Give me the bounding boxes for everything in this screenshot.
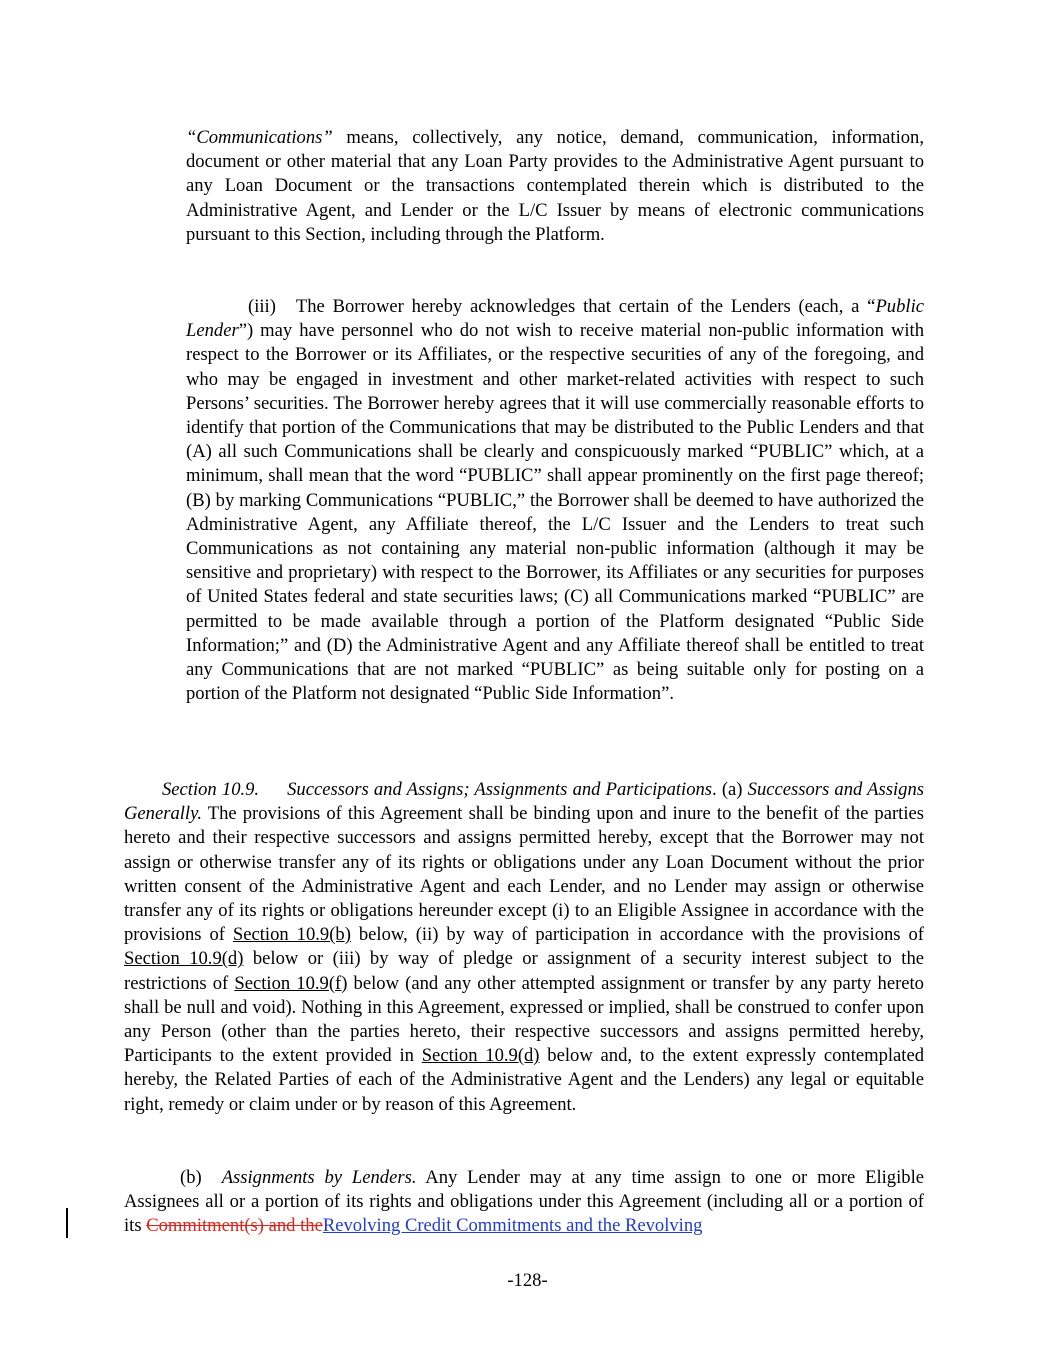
- inserted-text: Revolving Credit Commitments and the Revolving: [322, 1215, 703, 1237]
- body-text: Any Lender may at any time assign to one or more Eligible Assignees all or a portion of its rights and obligations under this Agreement (including all or a portion of its: [124, 1167, 924, 1237]
- clause-text-a: The Borrower hereby acknowledges that certain of the Lenders (each, a “: [295, 296, 876, 317]
- clause-iii-paragraph: [186, 295, 924, 706]
- section-reference: Section 10.9(b): [232, 924, 351, 946]
- section-heading: Successors and Assigns; Assignments and Participations: [287, 779, 713, 800]
- definition-text: means, collectively, any notice, demand, communication, information, document or other material that any Loan Party provides to the Administrative Agent pursuant to any Loan Document or the transactions contemplated therein which is distributed to the Administrative Agent, and Lender or the L/C Issuer by means of electronic communications pursuant to this Section, including through the Platform.: [186, 127, 924, 245]
- subsection-label: (a): [721, 779, 743, 800]
- body-text: below or (iii) by way of pledge or assignment of a security interest subject to the restrictions of: [124, 948, 924, 994]
- paragraph-heading: Assignments by Lenders.: [221, 1167, 417, 1188]
- deleted-text: Commitment(s) and the: [146, 1215, 323, 1237]
- body-text: The provisions of this Agreement shall be binding upon and inure to the benefit of the parties hereto and their respective successors and assigns permitted hereby, except that the Borrower may not assign or otherwise transfer any of its rights or obligations under any Loan Document without the prior written consent of the Administrative Agent and each Lender, and no Lender may assign or otherwise transfer any of its rights or obligations hereunder except (i) to an Eligible Assignee in accordance with the provisions of: [124, 803, 924, 946]
- section-number: Section 10.9.: [162, 779, 260, 800]
- communications-definition: [186, 126, 924, 247]
- subsection-heading: Successors and Assigns Generally.: [124, 779, 924, 825]
- defined-term: Public Lender: [186, 296, 924, 342]
- defined-term: “Communications”: [186, 127, 333, 148]
- body-text: below (and any other attempted assignment or transfer by any party hereto shall be null and void). Nothing in this Agreement, expressed or implied, shall be construed to confer upon any Person (other than the parties hereto, their respective successors and assigns permitted hereby, Participants to the extent provided in: [124, 972, 924, 1067]
- section-reference: Section 10.9(d): [421, 1045, 540, 1067]
- clause-text-b: ”) may have personnel who do not wish to receive material non-public information with respect to the Borrower or its Affiliates, or the respective securities of any of the foregoing, and who may be engaged in investment and other market-related activities with respect to such Persons’ securities. The Borrower hereby agrees that it will use commercially reasonable efforts to identify that portion of the Communications that may be distributed to the Public Lenders and that (A) all such Communications shall be clearly and conspicuously marked “PUBLIC” which, at a minimum, shall mean that the word “PUBLIC” shall appear prominently on the first page thereof; (B) by marking Communications “PUBLIC,” the Borrower shall be deemed to have authorized the Administrative Agent, any Affiliate thereof, the L/C Issuer and the Lenders to treat such Communications as not containing any material non-public information (although it may be sensitive and proprietary) with respect to the Borrower, its Affiliates or any securities for purposes of United States federal and state securities laws; (C) all Communications marked “PUBLIC” are permitted to be made available through a portion of the Platform designated “Public Side Information;” and (D) the Administrative Agent and any Affiliate thereof shall be entitled to treat any Communications that are not marked “PUBLIC” as being suitable only for posting on a portion of the Platform not designated “Public Side Information”.: [186, 320, 924, 705]
- body-text: below and, to the extent expressly contemplated hereby, the Related Parties of each of the Administrative Agent and the Lenders) any legal or equitable right, remedy or claim under or by reason of this Agreement.: [124, 1045, 925, 1115]
- section-10-9-paragraph: Section 10.9. Successors and Assigns; Assignments and Participations. (a) Successors and Assigns Generally. The provisions of this Agreement shall be binding upon and inure to the benefit of the parties hereto and their respective successors and assigns permitted hereby, except that the Borrower may not assign or otherwise transfer any of its rights or obligations under any Loan Document without the prior written consent of the Administrative Agent and each Lender, and no Lender may assign or otherwise transfer any of its rights or obligations hereunder except (i) to an Eligible Assignee in accordance with the provisions of Section 10.9(b) below, (ii) by way of participation in accordance with the provisions of Section 10.9(d) below or (iii) by way of pledge or assignment of a security interest subject to the restrictions of Section 10.9(f) below (and any other attempted assignment or transfer by any party hereto shall be null and void). Nothing in this Agreement, expressed or implied, shall be construed to confer upon any Person (other than the parties hereto, their respective successors and assigns permitted hereby, Participants to the extent provided in Section 10.9(d) below and, to the extent expressly contemplated hereby, the Related Parties of each of the Administrative Agent and the Lenders) any legal or equitable right, remedy or claim under or by reason of this Agreement.: [124, 779, 925, 1115]
- section-reference: Section 10.9(f): [234, 972, 348, 994]
- body-text: below, (ii) by way of participation in accordance with the provisions of: [350, 924, 924, 946]
- paragraph-b: [124, 1166, 924, 1239]
- paragraph-label: (b): [180, 1167, 202, 1188]
- change-bar: [66, 1208, 68, 1238]
- page-number: -128-: [507, 1270, 548, 1291]
- clause-number: (iii): [248, 296, 276, 317]
- section-reference: Section 10.9(d): [124, 948, 244, 970]
